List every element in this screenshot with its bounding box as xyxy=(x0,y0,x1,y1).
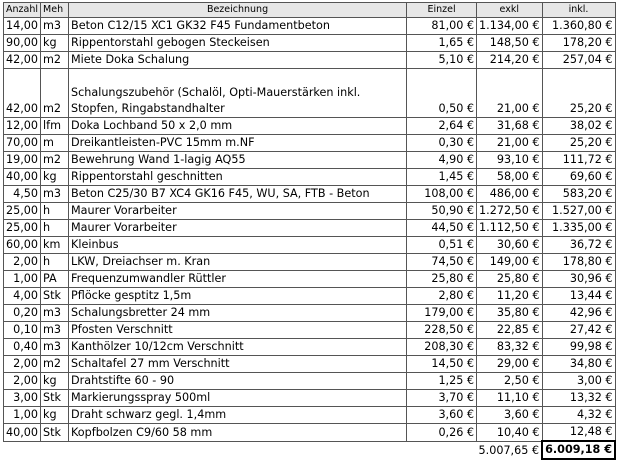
cell-qty: 12,00 xyxy=(4,118,41,135)
table-row xyxy=(4,69,616,118)
cell-net: 148,50 € xyxy=(477,35,543,52)
header-qty: Anzahl xyxy=(4,3,41,18)
cell-gross: 1.335,00 € xyxy=(542,220,615,237)
cell-unit: m3 xyxy=(41,339,69,356)
cell-qty: 4,00 xyxy=(4,288,41,305)
cell-net: 149,00 € xyxy=(477,254,543,271)
header-unit: Meh xyxy=(41,3,69,18)
cell-unit: m2 xyxy=(41,152,69,169)
cell-gross: 257,04 € xyxy=(542,52,615,69)
cell-unit-price: 228,50 € xyxy=(407,322,477,339)
cell-description: Pfosten Verschnitt xyxy=(69,322,407,339)
cell-unit-price: 2,80 € xyxy=(407,288,477,305)
cell-qty: 90,00 xyxy=(4,35,41,52)
cell-unit-price: 208,30 € xyxy=(407,339,477,356)
cell-net: 58,00 € xyxy=(477,169,543,186)
cell-unit: PA xyxy=(41,271,69,288)
cell-net: 31,68 € xyxy=(477,118,543,135)
cell-unit-price: 0,50 € xyxy=(407,69,477,118)
cell-gross: 4,32 € xyxy=(542,407,615,424)
table-row xyxy=(4,118,616,135)
cell-gross: 111,72 € xyxy=(542,152,615,169)
cell-gross: 36,72 € xyxy=(542,237,615,254)
cell-unit-price: 179,00 € xyxy=(407,305,477,322)
cell-gross: 13,32 € xyxy=(542,390,615,407)
cell-unit-price: 1,25 € xyxy=(407,373,477,390)
cell-gross: 1.360,80 € xyxy=(542,18,615,35)
cell-description: Schalungszubehör (Schalöl, Opti-Mauerstärken inkl. Stopfen, Ringabstandhalter xyxy=(69,69,407,118)
cell-unit-price: 14,50 € xyxy=(407,356,477,373)
cell-net: 1.272,50 € xyxy=(477,203,543,220)
table-row xyxy=(4,390,616,407)
cell-net: 83,32 € xyxy=(477,339,543,356)
cell-unit: h xyxy=(41,254,69,271)
cell-description: Beton C25/30 B7 XC4 GK16 F45, WU, SA, FTB - Beton xyxy=(69,186,407,203)
total-gross: 6.009,18 € xyxy=(542,441,615,459)
cell-net: 214,20 € xyxy=(477,52,543,69)
cell-qty: 40,00 xyxy=(4,169,41,186)
cell-qty: 40,00 xyxy=(4,424,41,442)
cell-gross: 38,02 € xyxy=(542,118,615,135)
cell-net: 11,20 € xyxy=(477,288,543,305)
table-row xyxy=(4,288,616,305)
cell-description: Maurer Vorarbeiter xyxy=(69,220,407,237)
cost-table xyxy=(3,2,616,460)
cell-gross: 42,96 € xyxy=(542,305,615,322)
cell-unit: m2 xyxy=(41,69,69,118)
cell-unit-price: 3,70 € xyxy=(407,390,477,407)
cell-qty: 25,00 xyxy=(4,203,41,220)
cell-unit: kg xyxy=(41,35,69,52)
cell-description: Kleinbus xyxy=(69,237,407,254)
cell-gross: 1.527,00 € xyxy=(542,203,615,220)
cell-unit: lfm xyxy=(41,118,69,135)
table-body xyxy=(4,18,616,442)
cell-qty: 1,00 xyxy=(4,271,41,288)
cell-description: Beton C12/15 XC1 GK32 F45 Fundamentbeton xyxy=(69,18,407,35)
cell-unit-price: 74,50 € xyxy=(407,254,477,271)
cell-description: Schaltafel 27 mm Verschnitt xyxy=(69,356,407,373)
table-row xyxy=(4,356,616,373)
cell-description: Markierungsspray 500ml xyxy=(69,390,407,407)
cell-qty: 0,20 xyxy=(4,305,41,322)
cell-net: 10,40 € xyxy=(477,424,543,442)
cell-qty: 1,00 xyxy=(4,407,41,424)
cell-net: 486,00 € xyxy=(477,186,543,203)
table-row xyxy=(4,305,616,322)
cell-description: Doka Lochband 50 x 2,0 mm xyxy=(69,118,407,135)
cell-net: 30,60 € xyxy=(477,237,543,254)
total-net: 5.007,65 € xyxy=(478,444,540,457)
cell-net: 25,80 € xyxy=(477,271,543,288)
cell-unit-price: 4,90 € xyxy=(407,152,477,169)
cell-description: LKW, Dreiachser m. Kran xyxy=(69,254,407,271)
cell-description: Kanthölzer 10/12cm Verschnitt xyxy=(69,339,407,356)
cell-unit-price: 0,30 € xyxy=(407,135,477,152)
cell-unit-price: 50,90 € xyxy=(407,203,477,220)
cell-unit-price: 44,50 € xyxy=(407,220,477,237)
cell-unit: m xyxy=(41,135,69,152)
cell-gross: 178,80 € xyxy=(542,254,615,271)
cell-unit-price: 0,51 € xyxy=(407,237,477,254)
cell-gross: 583,20 € xyxy=(542,186,615,203)
table-footer xyxy=(4,441,616,459)
cell-net: 93,10 € xyxy=(477,152,543,169)
cell-qty: 2,00 xyxy=(4,356,41,373)
cell-qty: 25,00 xyxy=(4,220,41,237)
cell-net: 11,10 € xyxy=(477,390,543,407)
header-row xyxy=(4,3,616,18)
cell-unit-price: 1,45 € xyxy=(407,169,477,186)
table-row xyxy=(4,169,616,186)
cell-gross: 13,44 € xyxy=(542,288,615,305)
cell-unit-price: 3,60 € xyxy=(407,407,477,424)
cell-unit: m3 xyxy=(41,305,69,322)
cell-description: Rippentorstahl geschnitten xyxy=(69,169,407,186)
cell-gross: 27,42 € xyxy=(542,322,615,339)
header-net: exkl xyxy=(477,3,543,18)
table-row xyxy=(4,203,616,220)
cell-qty: 60,00 xyxy=(4,237,41,254)
cell-unit: Stk xyxy=(41,424,69,442)
cell-qty: 4,50 xyxy=(4,186,41,203)
header-gross: inkl. xyxy=(542,3,615,18)
header-unit-price: Einzel xyxy=(407,3,477,18)
cell-gross: 25,20 € xyxy=(542,135,615,152)
cell-gross: 69,60 € xyxy=(542,169,615,186)
cell-gross: 3,00 € xyxy=(542,373,615,390)
cell-qty: 2,00 xyxy=(4,373,41,390)
cell-gross: 34,80 € xyxy=(542,356,615,373)
table-row xyxy=(4,52,616,69)
cell-gross: 178,20 € xyxy=(542,35,615,52)
cell-unit: h xyxy=(41,203,69,220)
cell-unit: m2 xyxy=(41,356,69,373)
cell-description: Bewehrung Wand 1-lagig AQ55 xyxy=(69,152,407,169)
cell-unit: kg xyxy=(41,169,69,186)
cell-description: Maurer Vorarbeiter xyxy=(69,203,407,220)
cell-description: Kopfbolzen C9/60 58 mm xyxy=(69,424,407,442)
table-row xyxy=(4,271,616,288)
table-row xyxy=(4,18,616,35)
cell-gross: 99,98 € xyxy=(542,339,615,356)
cell-description: Schalungsbretter 24 mm xyxy=(69,305,407,322)
cell-qty: 19,00 xyxy=(4,152,41,169)
cell-unit-price: 0,26 € xyxy=(407,424,477,442)
table-header xyxy=(4,3,616,18)
cell-description: Draht schwarz gegl. 1,4mm xyxy=(69,407,407,424)
cell-description: Drahtstifte 60 - 90 xyxy=(69,373,407,390)
cell-net: 21,00 € xyxy=(477,135,543,152)
cell-unit: m2 xyxy=(41,52,69,69)
cell-net: 29,00 € xyxy=(477,356,543,373)
table-row xyxy=(4,322,616,339)
cell-qty: 14,00 xyxy=(4,18,41,35)
cell-description: Dreikantleisten-PVC 15mm m.NF xyxy=(69,135,407,152)
cell-unit-price: 2,64 € xyxy=(407,118,477,135)
cell-unit: km xyxy=(41,237,69,254)
table-row xyxy=(4,339,616,356)
table-row xyxy=(4,135,616,152)
cell-qty: 70,00 xyxy=(4,135,41,152)
table-row xyxy=(4,407,616,424)
cell-qty: 42,00 xyxy=(4,69,41,118)
cell-qty: 0,40 xyxy=(4,339,41,356)
header-description: Bezeichnung xyxy=(69,3,407,18)
table-row xyxy=(4,254,616,271)
cell-unit-price: 81,00 € xyxy=(407,18,477,35)
cell-unit: kg xyxy=(41,373,69,390)
cell-net: 2,50 € xyxy=(477,373,543,390)
cell-unit-price: 1,65 € xyxy=(407,35,477,52)
table-row xyxy=(4,152,616,169)
cell-unit: Stk xyxy=(41,390,69,407)
cell-unit: h xyxy=(41,220,69,237)
cell-description: Pflöcke gesptitz 1,5m xyxy=(69,288,407,305)
table-row xyxy=(4,373,616,390)
cell-qty: 42,00 xyxy=(4,52,41,69)
cell-description: Rippentorstahl gebogen Steckeisen xyxy=(69,35,407,52)
table-row xyxy=(4,237,616,254)
cell-net: 35,80 € xyxy=(477,305,543,322)
cell-unit: m3 xyxy=(41,18,69,35)
cell-qty: 2,00 xyxy=(4,254,41,271)
table-row xyxy=(4,35,616,52)
cell-description: Frequenzumwandler Rüttler xyxy=(69,271,407,288)
cell-net: 3,60 € xyxy=(477,407,543,424)
cell-gross: 12,48 € xyxy=(542,424,615,442)
cell-unit-price: 25,80 € xyxy=(407,271,477,288)
table-row xyxy=(4,220,616,237)
cell-unit: m3 xyxy=(41,322,69,339)
cell-qty: 0,10 xyxy=(4,322,41,339)
cell-gross: 30,96 € xyxy=(542,271,615,288)
cell-unit: Stk xyxy=(41,288,69,305)
cell-net: 21,00 € xyxy=(477,69,543,118)
table-row xyxy=(4,424,616,442)
table-row xyxy=(4,186,616,203)
cell-unit: m3 xyxy=(41,186,69,203)
cell-qty: 3,00 xyxy=(4,390,41,407)
totals-row xyxy=(4,441,616,459)
cell-unit-price: 5,10 € xyxy=(407,52,477,69)
cell-description: Miete Doka Schalung xyxy=(69,52,407,69)
cell-unit-price: 108,00 € xyxy=(407,186,477,203)
cell-net: 1.112,50 € xyxy=(477,220,543,237)
cell-net: 1.134,00 € xyxy=(477,18,543,35)
cell-net: 22,85 € xyxy=(477,322,543,339)
cell-unit: kg xyxy=(41,407,69,424)
cell-gross: 25,20 € xyxy=(542,69,615,118)
